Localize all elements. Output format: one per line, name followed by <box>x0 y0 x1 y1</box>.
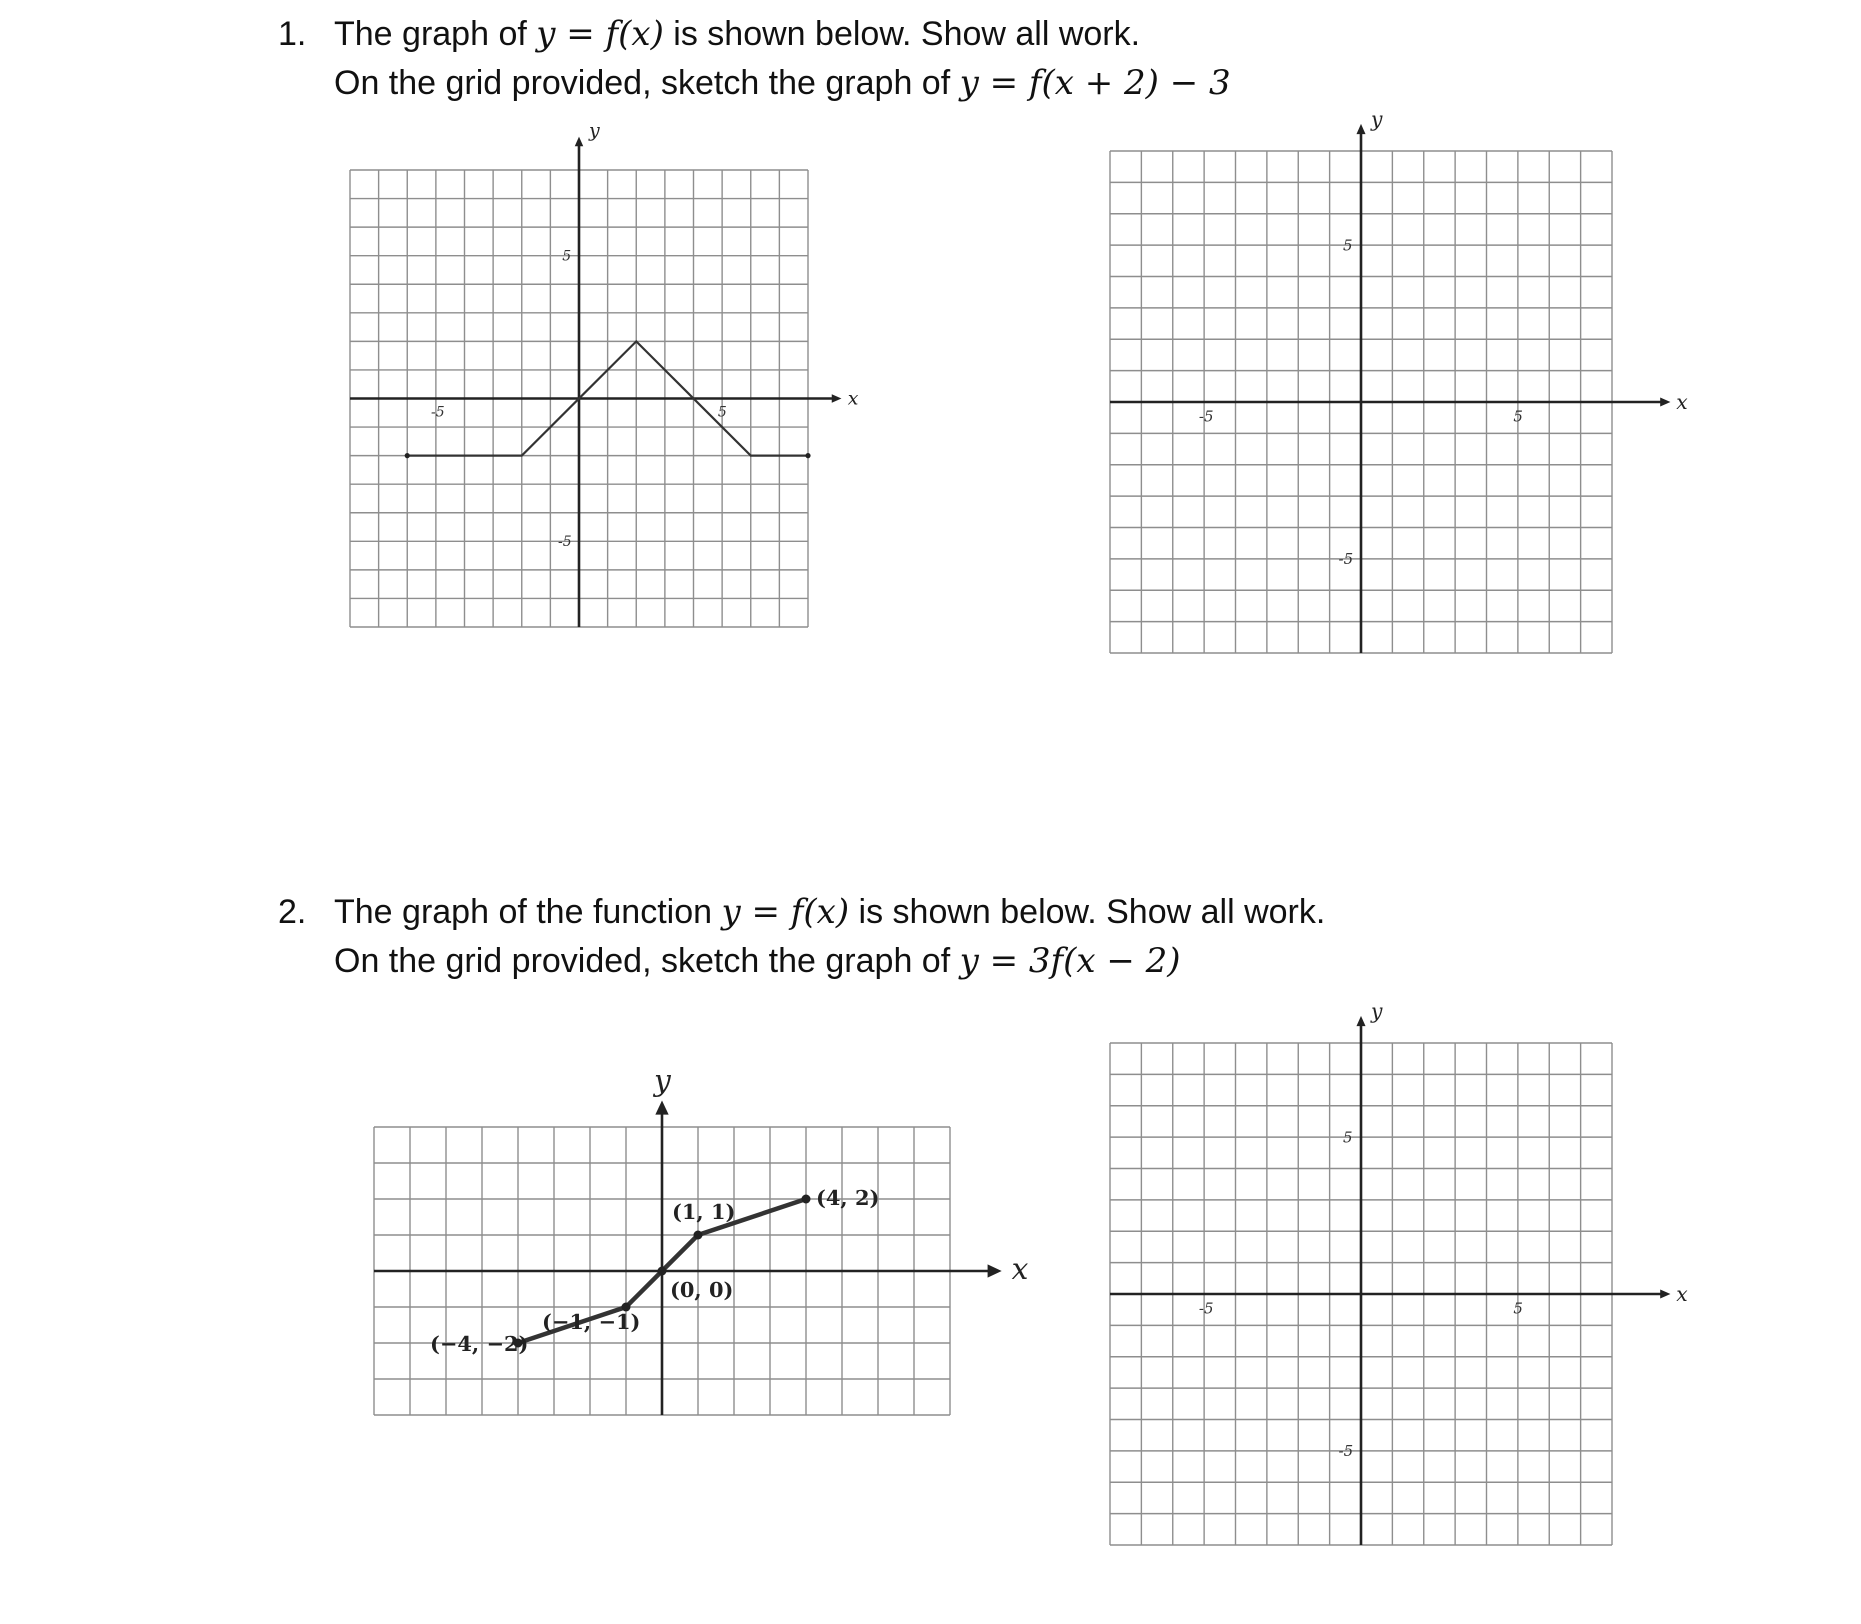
x-axis-label: x <box>847 387 859 410</box>
problem-1-line-2-text: On the grid provided, sketch the graph of <box>334 64 960 102</box>
x-tick-label-neg: -5 <box>430 404 445 421</box>
problem-2-answer-grid[interactable] <box>1080 992 1688 1567</box>
y-axis-label: y <box>1371 107 1383 132</box>
problem-1-line-2 <box>334 63 1231 103</box>
y-tick-label-pos: 5 <box>1343 1128 1353 1147</box>
problem-1-given-graph <box>340 119 900 635</box>
y-axis-label: y <box>589 119 600 142</box>
point-label: (−4, −2) <box>430 1331 529 1356</box>
problem-1-line-1-text: The graph of <box>334 15 537 53</box>
x-axis-arrow <box>1660 397 1670 406</box>
problem-2-line-2 <box>334 941 1181 981</box>
data-point <box>805 453 810 458</box>
problem-1-line-1-tail: is shown below. Show all work. <box>663 15 1141 53</box>
problem-2-line-1-tail: is shown below. Show all work. <box>849 893 1326 931</box>
point-label: (−1, −1) <box>542 1309 641 1334</box>
point-label: (4, 2) <box>816 1185 880 1210</box>
x-tick-label-pos: 5 <box>717 404 727 421</box>
data-point <box>694 1231 703 1240</box>
x-axis-label: x <box>1676 1282 1688 1306</box>
y-tick-label-pos: 5 <box>1343 236 1353 255</box>
point-label: (1, 1) <box>672 1199 736 1224</box>
x-axis-label: x <box>1011 1252 1029 1287</box>
y-axis-arrow <box>575 137 583 147</box>
data-point <box>405 453 410 458</box>
problem-1-answer-grid[interactable] <box>1080 100 1688 675</box>
x-axis-arrow <box>832 394 842 402</box>
y-tick-label-neg: -5 <box>558 534 572 551</box>
problem-1-line-2-math: y = f(x + 2) − 3 <box>959 63 1231 103</box>
data-point <box>658 1267 667 1276</box>
x-axis-label: x <box>1676 390 1688 414</box>
problem-2-given-graph <box>340 1063 1060 1435</box>
y-tick-label-neg: -5 <box>1338 550 1354 569</box>
y-axis-arrow <box>1356 124 1365 134</box>
y-tick-label-pos: 5 <box>562 248 572 265</box>
x-tick-label-neg: -5 <box>1198 1299 1214 1318</box>
y-axis-label: y <box>654 1063 671 1099</box>
problem-2-line-1-math: y = f(x) <box>721 892 850 932</box>
y-axis-label: y <box>1371 999 1383 1024</box>
problem-2-line-1 <box>334 892 1325 932</box>
y-axis-arrow <box>655 1101 668 1115</box>
problem-1-line-1-math: y = f(x) <box>536 14 664 54</box>
problem-2-line-1-text: The graph of the function <box>334 893 722 931</box>
problem-1-line-1 <box>334 14 1140 54</box>
x-axis-arrow <box>988 1264 1002 1277</box>
data-point <box>802 1195 811 1204</box>
x-axis-arrow <box>1660 1289 1670 1298</box>
problem-2-number: 2. <box>278 893 307 931</box>
point-label: (0, 0) <box>670 1277 734 1302</box>
problem-2-line-2-math: y = 3f(x − 2) <box>959 941 1181 981</box>
x-tick-label-pos: 5 <box>1513 1299 1523 1318</box>
y-axis-arrow <box>1356 1016 1365 1026</box>
y-tick-label-neg: -5 <box>1338 1442 1354 1461</box>
x-tick-label-neg: -5 <box>1198 407 1214 426</box>
problem-2-line-2-text: On the grid provided, sketch the graph of <box>334 942 960 980</box>
x-tick-label-pos: 5 <box>1513 407 1523 426</box>
problem-1-number: 1. <box>278 15 307 53</box>
